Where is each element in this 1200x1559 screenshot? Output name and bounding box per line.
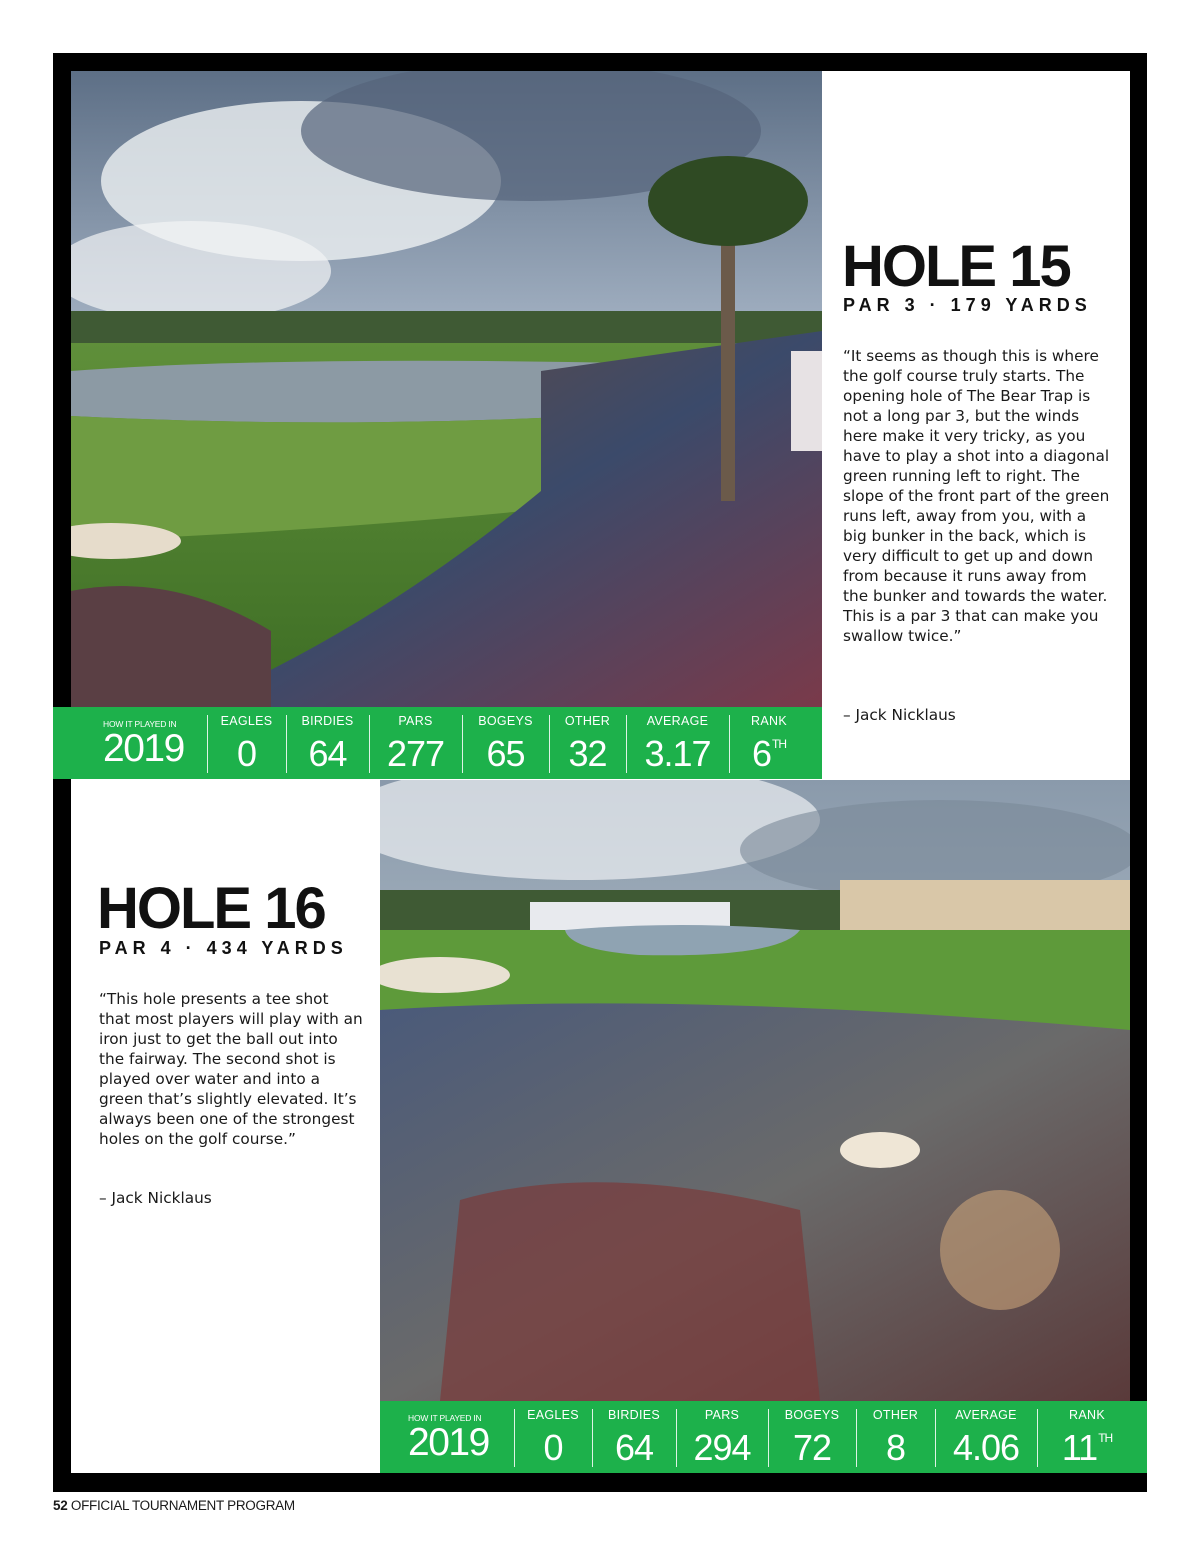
rank-suffix: TH [772, 737, 787, 751]
stat-label: OTHER [564, 714, 611, 728]
hole16-subtitle: PAR 4 · 434 YARDS [99, 938, 348, 958]
stat-label: EAGLES [220, 714, 273, 728]
stat-value [1037, 1427, 1137, 1469]
stat-label: BOGEYS [478, 714, 533, 728]
hole15-quote: “It seems as though this is where the golf course truly starts. The opening hole of The Bear Trap is not a long par 3, but the winds here make it very tricky, as you have to play a shot into a diagonal green running left to right. The slope of the front part of the green runs left, away from you, with a big bunker in the back, which is very difficult to get up and down from because it runs away from the bunker and towards the water. This is a par 3 that can make you swallow twice.” [843, 347, 1110, 645]
hole16-title: HOLE 16 [97, 876, 325, 941]
hole16-photo [380, 780, 1130, 1401]
stat-value: 4.06 [952, 1427, 1020, 1468]
stat-label: BIRDIES [607, 1408, 661, 1422]
stat-label: OTHER [872, 1408, 919, 1422]
hole16-year: 2019 [408, 1421, 489, 1464]
stat-value: 8 [885, 1427, 906, 1468]
hole15-photo [71, 71, 822, 707]
hole15-stats-bar [53, 707, 822, 779]
stat-value: 294 [693, 1427, 751, 1468]
hole16-stat-average [935, 1401, 1037, 1473]
rank-number: 11 [1061, 1427, 1098, 1468]
hole16-year-block [408, 1401, 508, 1473]
hole15-stat-eagles [207, 707, 286, 779]
hole15-stat-other [549, 707, 626, 779]
stat-label: BOGEYS [784, 1408, 840, 1422]
hole15-year-label: HOW IT PLAYED IN [103, 719, 177, 729]
hole16-stat-birdies [592, 1401, 676, 1473]
stat-value [729, 733, 809, 775]
hole15-stat-birdies [286, 707, 369, 779]
stat-label: EAGLES [527, 1408, 579, 1422]
hole16-stat-bogeys [768, 1401, 856, 1473]
rank-suffix: TH [1098, 1431, 1113, 1445]
stat-label: PARS [704, 1408, 740, 1422]
hole15-subtitle: PAR 3 · 179 YARDS [843, 295, 1092, 315]
hole15-year: 2019 [103, 727, 184, 770]
hole16-quote: “This hole presents a tee shot that most players will play with an iron just to get the ball out into the fairway. The second shot is played over water and into a green that’s slightly elevated. It’s always been one of the strongest holes on the golf course.” [99, 990, 363, 1148]
hole16-stat-other [856, 1401, 935, 1473]
hole16-stats-bar [380, 1401, 1147, 1473]
stat-value: 72 [792, 1427, 832, 1468]
hole16-stat-rank [1037, 1401, 1137, 1473]
stat-label: PARS [398, 714, 433, 728]
stat-value: 64 [308, 733, 347, 774]
hole16-year-label: HOW IT PLAYED IN [408, 1413, 482, 1423]
stat-value: 277 [386, 733, 445, 774]
stat-label: RANK [751, 714, 787, 728]
stat-label: AVERAGE [646, 714, 709, 728]
publication-name: OFFICIAL TOURNAMENT PROGRAM [70, 1498, 295, 1513]
stat-value: 65 [486, 733, 525, 774]
hole16-stat-pars [676, 1401, 768, 1473]
stat-value: 0 [236, 733, 257, 774]
hole16-stat-eagles [514, 1401, 592, 1473]
page-footer [53, 1498, 295, 1513]
hole15-stat-pars [369, 707, 462, 779]
stat-label: RANK [1069, 1408, 1105, 1422]
stat-value: 0 [543, 1427, 563, 1468]
stat-label: AVERAGE [955, 1408, 1017, 1422]
stat-value: 32 [568, 733, 607, 774]
hole15-stat-rank [729, 707, 809, 779]
hole15-stat-bogeys [462, 707, 549, 779]
stat-value: 64 [614, 1427, 654, 1468]
stat-label: BIRDIES [301, 714, 354, 728]
stat-value: 3.17 [644, 733, 711, 774]
hole15-stat-average [626, 707, 729, 779]
page-number: 52 [53, 1498, 68, 1513]
rank-number: 6 [751, 733, 772, 774]
hole16-attribution: – Jack Nicklaus [99, 1189, 212, 1207]
hole15-title: HOLE 15 [842, 234, 1070, 299]
hole15-attribution: – Jack Nicklaus [843, 706, 956, 724]
